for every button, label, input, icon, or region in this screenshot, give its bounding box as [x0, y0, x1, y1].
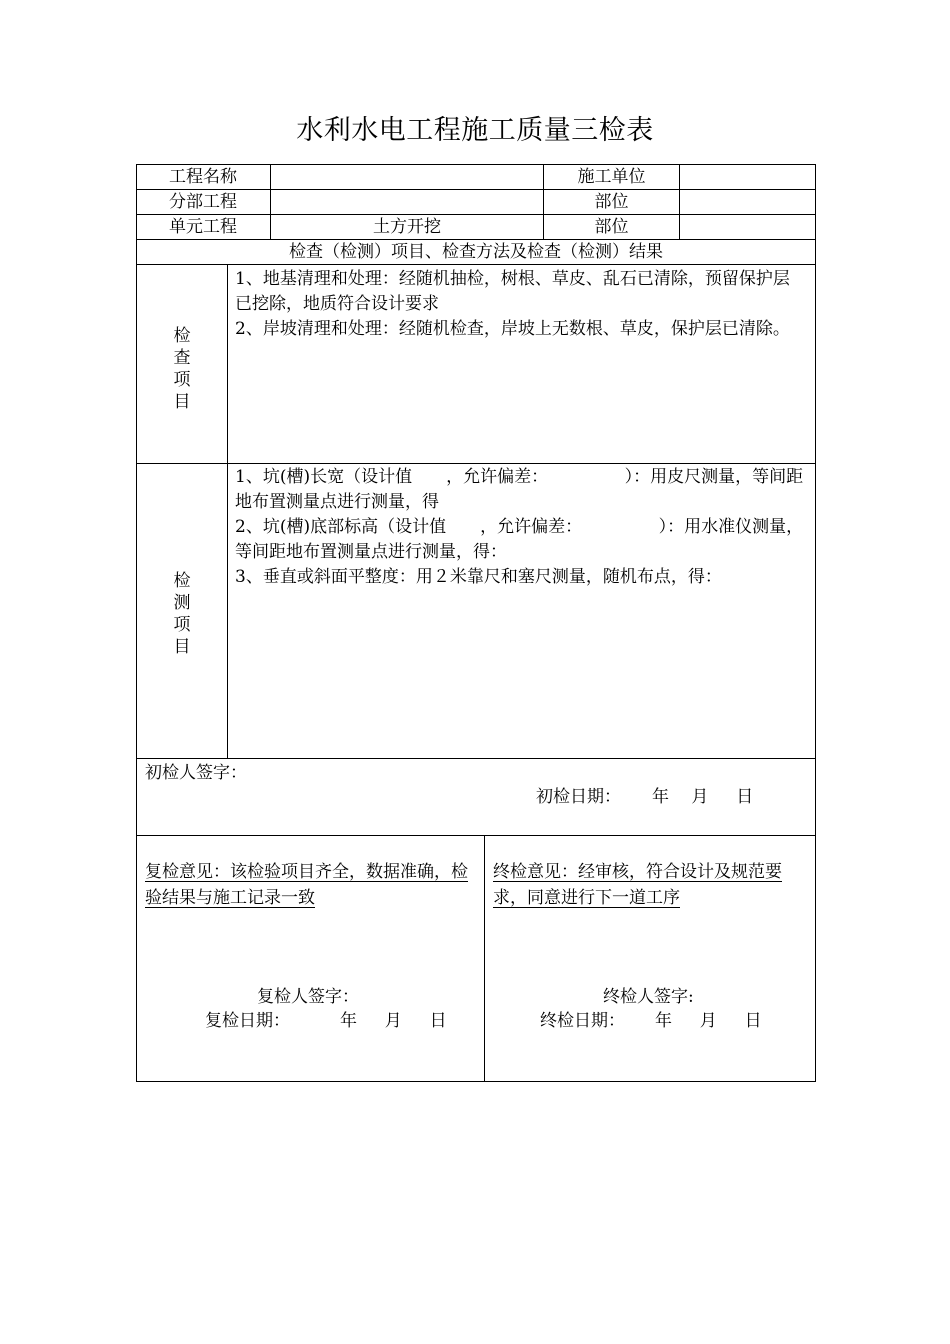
- project-name-label: 工程名称: [169, 167, 237, 187]
- unit-project-value: 土方开挖: [373, 217, 441, 237]
- label-char: 项: [173, 615, 191, 635]
- construction-unit-label: 施工单位: [577, 167, 646, 187]
- inspection-item: 2、岸坡清理和处理：经随机检查，岸坡上无数根、草皮，保护层已清除。: [235, 319, 790, 339]
- final-signature-label: 终检人签字:: [603, 987, 694, 1007]
- final-opinion: 终检意见：经审核，符合设计及规范要求，同意进行下一道工序: [493, 862, 782, 908]
- testing-items-label: [172, 570, 192, 658]
- subsection-label: 分部工程: [169, 192, 237, 212]
- testing-item: 3、垂直或斜面平整度：用２米靠尺和塞尺测量，随机布点，得：: [235, 567, 722, 587]
- column-divider: [679, 164, 680, 239]
- label-char: 查: [173, 348, 191, 368]
- column-divider: [484, 835, 485, 1082]
- label-char: 测: [173, 593, 191, 613]
- row-divider: [136, 758, 816, 759]
- testing-item: 2、坑(槽)底部标高（设计值 ，允许偏差： ）：用水准仪测量，等间距地布置测量点进行测量，得：: [235, 517, 804, 562]
- recheck-opinion: 复检意见：该检验项目齐全，数据准确，检验结果与施工记录一致: [145, 862, 468, 908]
- position-label: 部位: [594, 192, 629, 212]
- position-label: 部位: [594, 217, 629, 237]
- final-date-units: 年 月 日: [655, 1011, 762, 1031]
- label-char: 检: [173, 326, 191, 346]
- inspection-item: 1、地基清理和处理：经随机抽检，树根、草皮、乱石已清除，预留保护层已挖除，地质符合设计要求: [235, 269, 790, 314]
- label-char: 目: [173, 392, 191, 412]
- final-date-label: 终检日期：: [540, 1011, 625, 1031]
- inspection-items-text: [235, 267, 805, 342]
- unit-project-label: 单元工程: [169, 217, 237, 237]
- label-char: 项: [173, 370, 191, 390]
- recheck-date-units: 年 月 日: [340, 1011, 447, 1031]
- recheck-date-label: 复检日期：: [205, 1011, 290, 1031]
- testing-item: 1、坑(槽)长宽（设计值 ，允许偏差： ）：用皮尺测量，等间距地布置测量点进行测量，得: [235, 467, 804, 512]
- initial-date-label: 初检日期：: [536, 787, 621, 807]
- recheck-signature-label: 复检人签字：: [257, 987, 359, 1007]
- column-divider: [227, 264, 228, 758]
- section-heading: 检查（检测）项目、检查方法及检查（检测）结果: [289, 242, 663, 262]
- row-divider: [136, 835, 816, 836]
- label-char: 目: [173, 637, 191, 657]
- row-divider: [136, 463, 816, 464]
- label-char: 检: [173, 571, 191, 591]
- form-title: 水利水电工程施工质量三检表: [296, 115, 654, 146]
- initial-signature-label: 初检人签字：: [145, 763, 247, 783]
- testing-items-text: [235, 465, 805, 590]
- inspection-items-label: [172, 325, 192, 413]
- initial-date-units: 年 月 日: [652, 787, 754, 807]
